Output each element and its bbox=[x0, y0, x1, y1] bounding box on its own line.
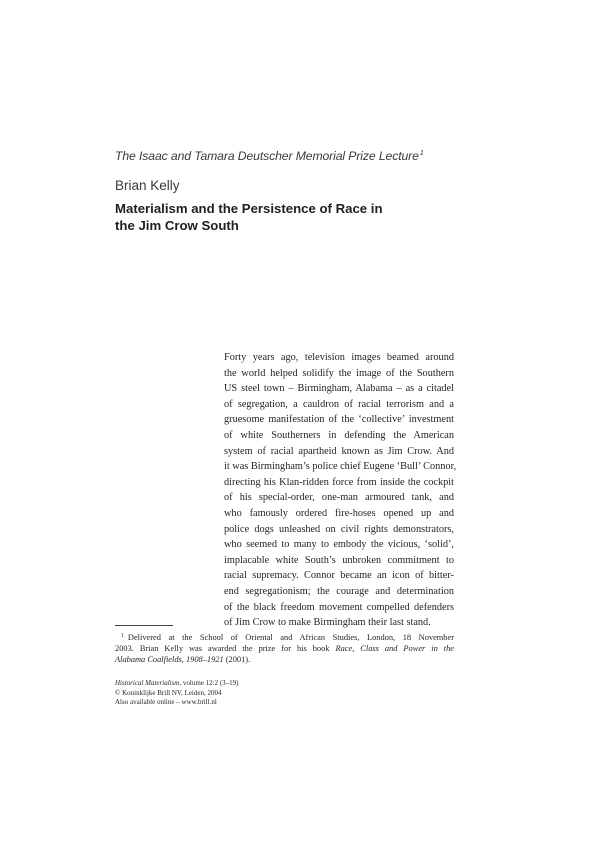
journal-info bbox=[115, 679, 415, 708]
footnote-text: 2003. Brian Kelly was awarded the prize for his book bbox=[115, 644, 336, 654]
footnote-reference[interactable]: 1 bbox=[419, 150, 424, 157]
footnote-marker: 1 bbox=[121, 633, 124, 639]
journal-citation bbox=[115, 679, 415, 689]
body-line: of segregation, a cauldron of racial terrorism and a bbox=[224, 398, 454, 410]
body-line: it was Birmingham’s police chief Eugene ‘Bull’ Connor, bbox=[224, 461, 457, 473]
body-line: Forty years ago, television images beamed around bbox=[224, 352, 454, 363]
footnote-line bbox=[115, 654, 454, 665]
author-name: Brian Kelly bbox=[115, 178, 180, 193]
body-line: US steel town – Birmingham, Alabama – as a citadel bbox=[224, 383, 454, 395]
article-title bbox=[115, 201, 435, 234]
book-title: Alabama Coalfields, 1908–1921 bbox=[115, 655, 224, 665]
footnote-line bbox=[115, 643, 454, 654]
footnote-text: Delivered at the School of Oriental and African Studies, London, 18 November bbox=[127, 633, 454, 642]
body-line: the world helped solidify the image of the Southern bbox=[224, 367, 454, 379]
lecture-heading bbox=[115, 149, 515, 163]
journal-name: Historical Materialism bbox=[115, 679, 180, 687]
footnote bbox=[115, 631, 454, 666]
copyright-notice: © Koninklijke Brill NV, Leiden, 2004 bbox=[115, 688, 222, 697]
body-line: of his special-order, one-man armoured tank, and bbox=[224, 492, 454, 504]
body-line: racial supremacy. Connor became an icon of bitter- bbox=[224, 570, 454, 582]
body-line: implacable white South’s unbroken commitment to bbox=[224, 554, 454, 566]
title-line: Materialism and the Persistence of Race in bbox=[115, 201, 383, 216]
book-title: Race, Class and Power in the bbox=[335, 644, 454, 654]
footnote-text: (2001). bbox=[223, 655, 251, 665]
body-line: gruesome manifestation of the ‘collective’ investment bbox=[224, 414, 454, 426]
body-line: of white Southerners in defending the American bbox=[224, 429, 454, 441]
journal-volume: , volume 12:2 (3–19) bbox=[179, 679, 239, 687]
body-line: who famously ordered fire-hoses opened up and bbox=[224, 507, 454, 519]
online-availability: Also available online – www.brill.nl bbox=[115, 698, 217, 707]
footnote-divider bbox=[115, 625, 173, 626]
title-line: the Jim Crow South bbox=[115, 217, 239, 233]
body-line: of the black freedom movement compelled defenders bbox=[224, 601, 454, 613]
body-line: system of racial apartheid known as Jim Crow. And bbox=[224, 445, 454, 457]
body-line: of Jim Crow to make Birmingham their last stand. bbox=[224, 617, 431, 629]
body-paragraph bbox=[224, 350, 457, 631]
body-line: who seemed to many to embody the vicious, ‘solid’, bbox=[224, 539, 454, 551]
lecture-heading-text: The Isaac and Tamara Deutscher Memorial Prize Lecture bbox=[115, 149, 419, 163]
footnote-line bbox=[115, 631, 454, 643]
body-line: end segregationism; the courage and determination bbox=[224, 585, 454, 597]
body-line: directing his Klan-ridden force from inside the cockpit bbox=[224, 476, 454, 488]
body-line: police dogs unleashed on civil rights demonstrators, bbox=[224, 523, 454, 535]
